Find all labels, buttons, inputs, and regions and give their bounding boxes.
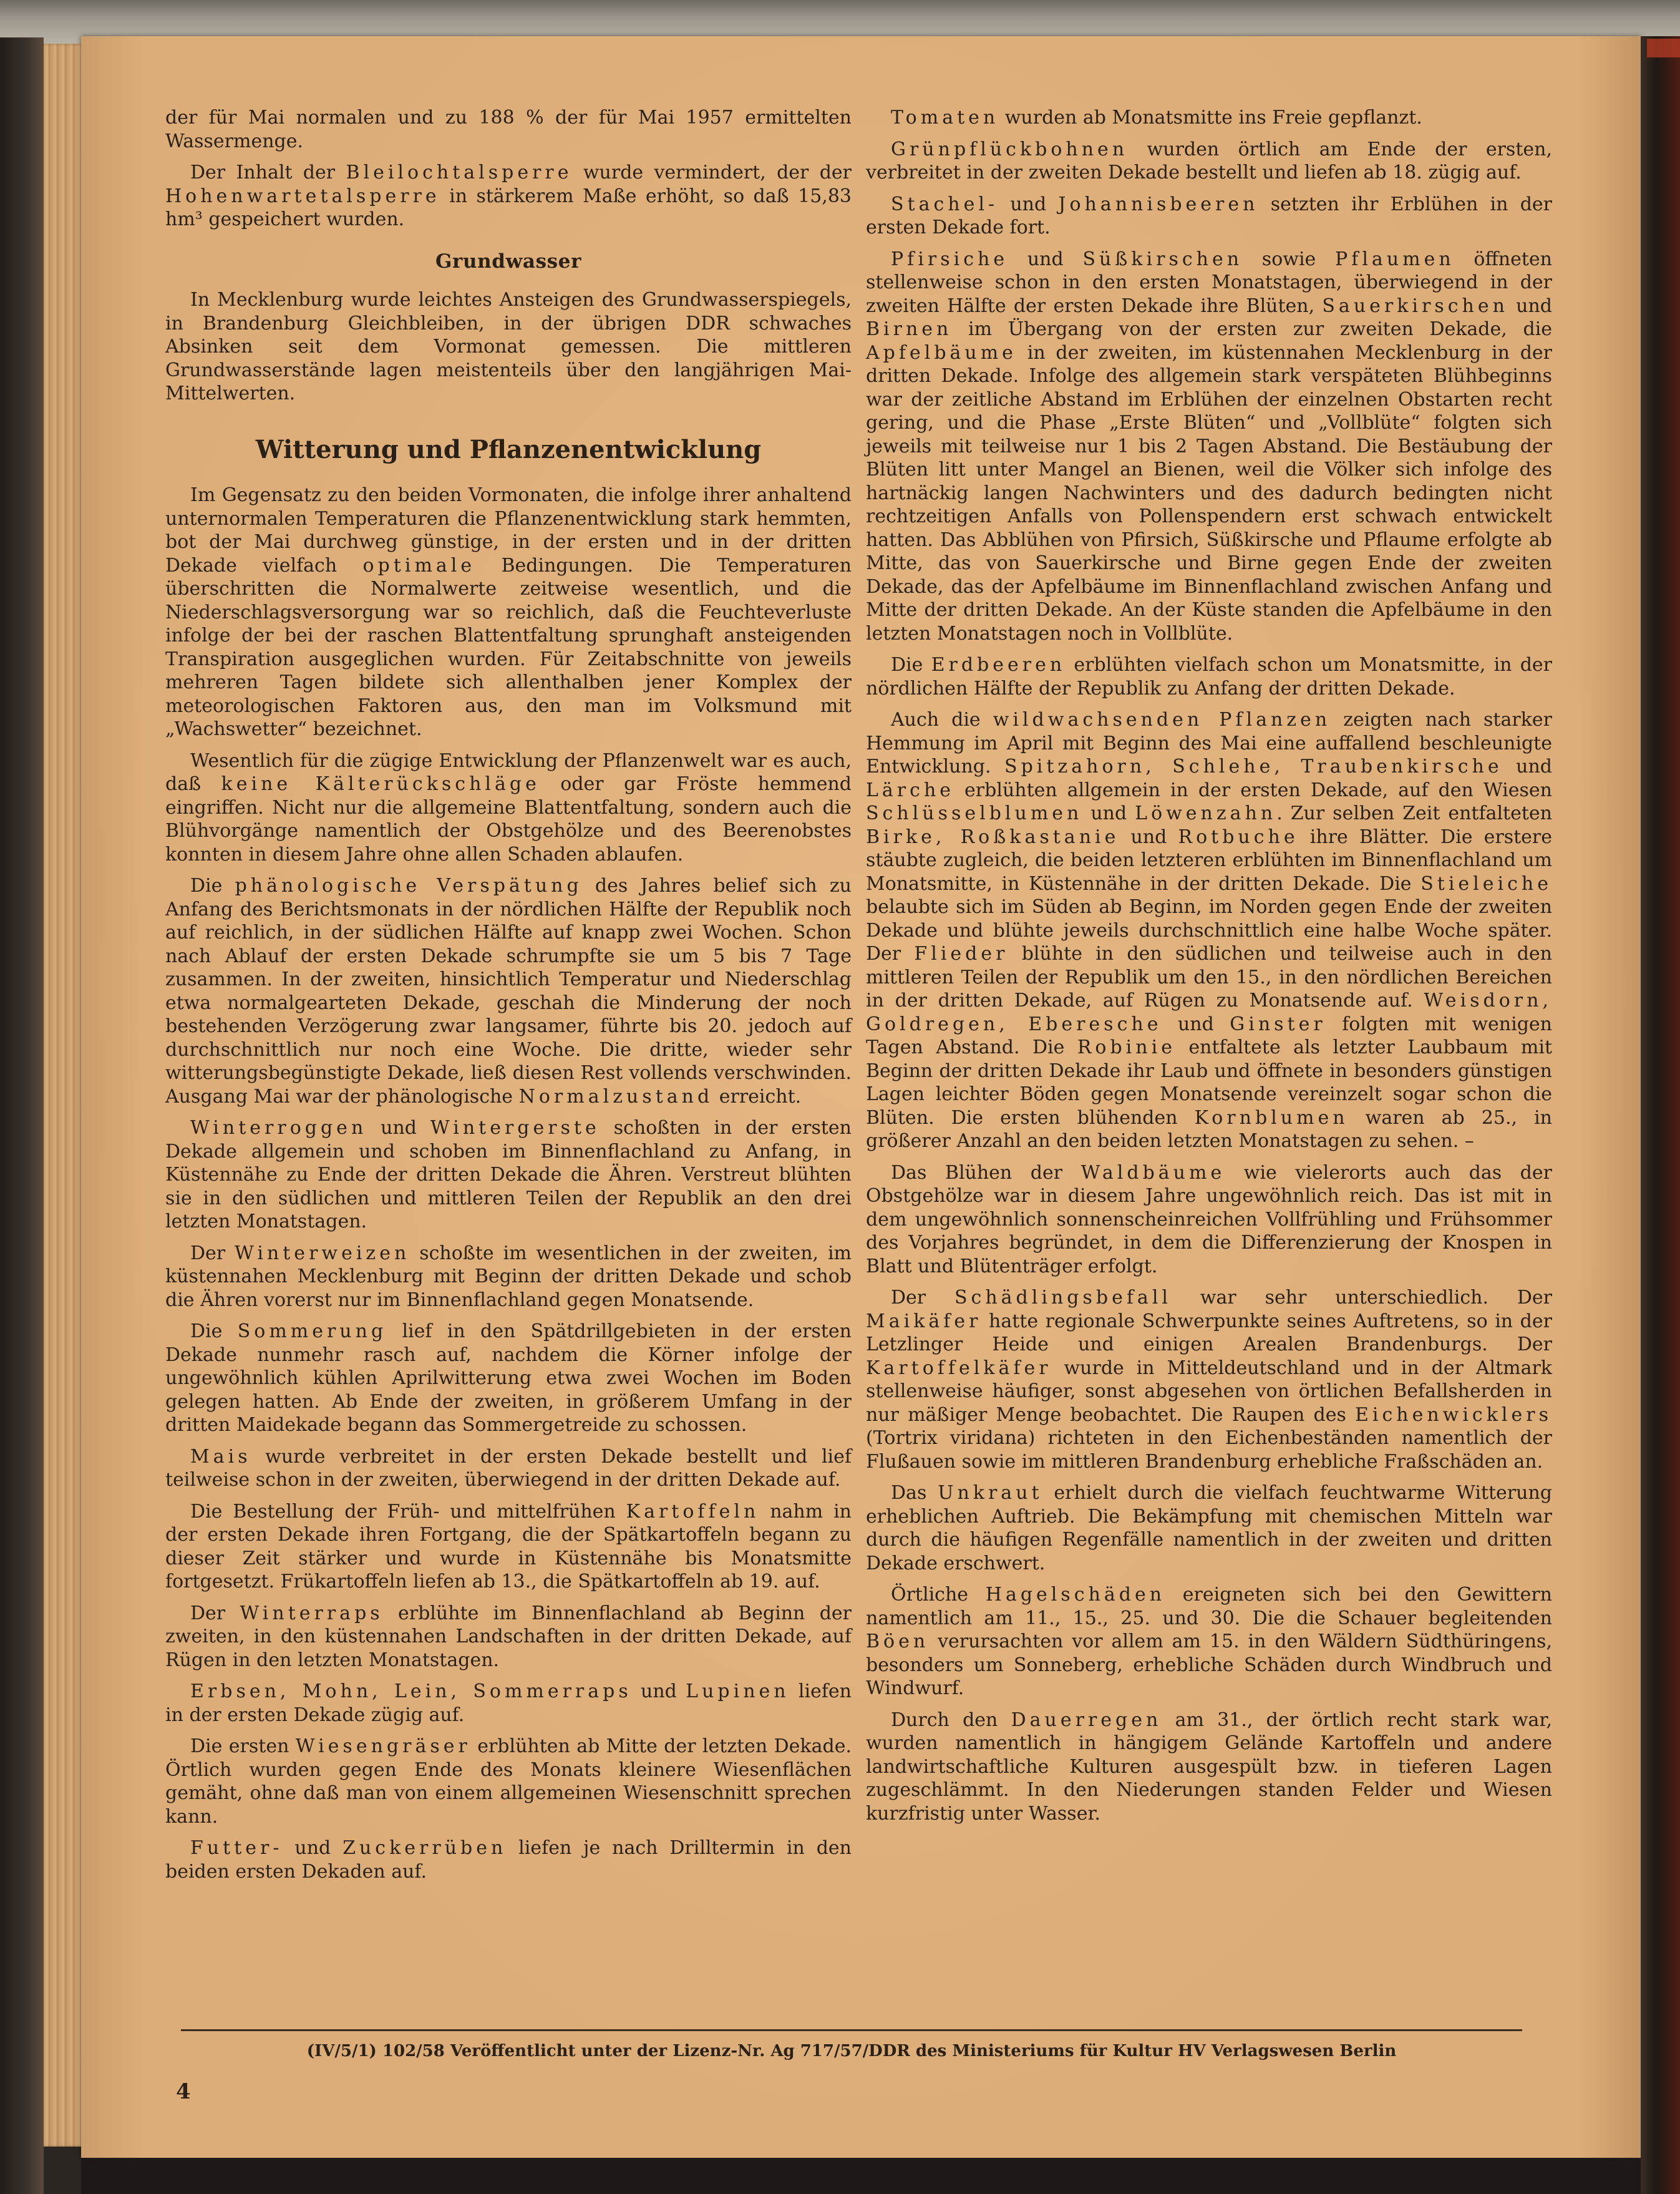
paragraph-potatoes: Die Bestellung der Früh- und mittelfrühen Kartoffeln nahm in der ersten Dekade ihren Fortgang, die der Spätkartoffeln begann zu dieser Zeit stärker und wurde in Küstennähe bis Monatsmitte fortgesetzt. Frükartoffeln liefen ab 13., die Spätkartoffeln ab 19. auf. — [165, 1500, 852, 1592]
left-column — [165, 106, 852, 1891]
paragraph-fruit-blossom: Pfirsiche und Süßkirschen sowie Pflaumen öffneten stellenweise schon in den ersten Monatstagen, überwiegend in der zweiten Hälfte der ersten Dekade ihre Blüten, Sauerkirschen und Birnen im Übergang von der ersten zur zweiten Dekade, die Apfelbäume in der zweiten, im küstennahen Mecklenburg in der dritten Dekade. Infolge des allgemein stark verspäteten Blühbeginns war der zeitliche Abstand im Erblühen der einzelnen Obstarten recht gering, und die Phase „Erste Blüten“ und „Vollblüte“ folgten sich jeweils mit teilweise nur 1 bis 2 Tagen Abstand. Die Bestäubung der Blüten litt unter Mangel an Bienen, weil die Völker sich infolge des hartnäckig langen Nachwinters und des dadurch bedingten nicht rechtzeitigen Anfalls von Pollenspendern erst schwach entwickelt hatten. Das Abblühen von Pfirsich, Süßkirsche und Pflaume erfolgte ab Mitte, das von Sauerkirsche und Birne gegen Ende der zweiten Dekade, das der Apfelbäume im Binnenflachland zwischen Anfang und Mitte der dritten Dekade. An der Küste standen die Apfelbäume in den letzten Monatstagen noch in Vollblüte. — [866, 248, 1552, 645]
paragraph-hail: Örtliche Hagelschäden ereigneten sich bei den Gewittern namentlich am 11., 15., 25. und 30. Die die Schauer begleitenden Böen verursachten vor allem am 15. in den Wäldern Südthüringens, besonders um Sonneberg, erhebliche Schäden durch Windbruch und Windwurf. — [866, 1584, 1553, 1699]
paragraph-winter-rye: Winterroggen und Wintergerste schoßten in der ersten Dekade allgemein und schoben im Binnenflachland zu Anfang, in Küstennähe zu Ende der dritten Dekade die Ähren. Verstreut blühten sie in den südlichen und mittleren Teilen der Republik an den drei letzten Monatstagen. — [165, 1117, 852, 1232]
paragraph-water-amount: der für Mai normalen und zu 188 % der für Mai 1957 ermittelten Wassermenge. — [165, 107, 852, 152]
paragraph-reservoirs: Der Inhalt der Bleilochtalsperre wurde vermindert, der der Hohenwartetalsperre in stärkerem Maße erhöht, so daß 15,83 hm³ gespeichert wurden. — [165, 162, 852, 230]
paragraph-meadow-grasses: Die ersten Wiesengräser erblühten ab Mitte der letzten Dekade. Örtlich wurden gegen Ende des Monats kleinere Wiesenflächen gemäht, ohne daß man von einem allgemeinen Wiesenschnitt sprechen kann. — [165, 1735, 852, 1828]
book-binding-left — [0, 37, 44, 2194]
footer-divider — [181, 2029, 1522, 2031]
paragraph-no-frost: Wesentlich für die zügige Entwicklung der Pflanzenwelt war es auch, daß keine Kälterückschläge oder gar Fröste hemmend eingriffen. Nicht nur die allgemeine Blattentfaltung, sondern auch die Blühvorgänge namentlich der Obstgehölze und des Beerenobstes konnten in diesem Jahre ohne allen Schaden ablaufen. — [165, 749, 852, 865]
paragraph-beets: Futter- und Zuckerrüben liefen je nach Drilltermin in den beiden ersten Dekaden auf. — [165, 1837, 852, 1883]
paragraph-beans: Grünpflückbohnen wurden örtlich am Ende der ersten, verbreitet in der zweiten Dekade bestellt und liefen ab 18. zügig auf. — [866, 138, 1552, 183]
paragraph-weeds: Das Unkraut erhielt durch die vielfach feuchtwarme Witterung erheblichen Auftrieb. Die Bekämpfung mit chemischen Mitteln war durch die häufigen Regenfälle namentlich in der zweiten und dritten Dekade erschwert. — [866, 1482, 1552, 1574]
right-column — [866, 106, 1552, 1833]
paragraph-continuous-rain: Durch den Dauerregen am 31., der örtlich recht stark war, wurden namentlich in hängigem Gelände Kartoffeln und andere landwirtschaftliche Kulturen ausgespült bzw. in tieferen Lagen zugeschlämmt. In den Niederungen standen Felder und Wiesen kurzfristig unter Wasser. — [866, 1709, 1552, 1825]
footer-imprint: (IV/5/1) 102/58 Veröffentlicht unter der Lizenz-Nr. Ag 717/57/DDR des Ministeriums für Kultur HV Verlagswesen Berlin — [306, 2042, 1397, 2060]
page-number: 4 — [176, 2079, 191, 2104]
paragraph-rapeseed: Der Winterraps erblühte im Binnenflachland ab Beginn der zweiten, in den küstennahen Landschaften in der dritten Dekade, auf Rügen in den letzten Monatstagen. — [165, 1602, 852, 1671]
paragraph-forest-trees: Das Blühen der Waldbäume wie vielerorts auch das der Obstgehölze war in diesem Jahre ungewöhnlich reich. Das ist mit in dem ungewöhnlich sonnenscheinreichen Vollfrühling und Frühsommer des Vorjahres begründet, in dem die Differenzierung der Knospen in Blatt und Blütenträger erfolgt. — [866, 1161, 1552, 1277]
paragraph-pests: Der Schädlingsbefall war sehr unterschiedlich. Der Maikäfer hatte regionale Schwerpunkte seines Auftretens, so in der Letzlinger Heide und einigen Arealen Brandenburgs. Der Kartoffelkäfer wurde in Mitteldeutschland und in der Altmark stellenweise häufiger, sonst abgesehen von örtlichen Befallsherden in nur mäßiger Menge beobachtet. Die Raupen des Eichenwicklers (Tortrix viridana) richteten in den Eichenbeständen namentlich der Flußauen sowie im mittleren Brandenburg erhebliche Fraßschäden an. — [866, 1287, 1552, 1473]
paragraph-peas: Erbsen, Mohn, Lein, Sommerraps und Lupinen liefen in der ersten Dekade zügig auf. — [165, 1680, 852, 1726]
paragraph-maize: Mais wurde verbreitet in der ersten Dekade bestellt und lief teilweise schon in der zweiten, überwiegend in der dritten Dekade auf. — [165, 1445, 852, 1491]
paragraph-tomatoes: Tomaten wurden ab Monatsmitte ins Freie gepflanzt. — [891, 107, 1422, 129]
scan-background-bottom — [81, 2158, 1641, 2194]
paragraph-phenological-delay: Die phänologische Verspätung des Jahres belief sich zu Anfang des Berichtsmonats in der nördlichen Hälfte der Republik noch auf reichlich, in der südlichen Hälfte auf knapp zwei Wochen. Schon nach Ablauf der ersten Dekade schrumpfte sie um 5 bis 7 Tage zusammen. In der zweiten, hinsichtlich Temperatur und Niederschlag etwa normalgearteten Dekade, geschah die Minderung der noch bestehenden Verzögerung zwar langsamer, führte bis 20. jedoch auf durchschnittlich nur noch eine Woche. Die dritte, wieder sehr witterungsbegünstigte Dekade, ließ diesen Rest vollends verschwinden. Ausgang Mai war der phänologische Normalzustand erreicht. — [165, 875, 852, 1108]
paragraph-berries: Stachel- und Johannisbeeren setzten ihr Erblühen in der ersten Dekade fort. — [866, 193, 1552, 238]
paragraph-winter-wheat: Der Winterweizen schoßte im wesentlichen in der zweiten, im küstennahen Mecklenburg mit Beginn der dritten Dekade und schob die Ähren vorerst nur im Binnenflachland gegen Monatsende. — [165, 1242, 852, 1311]
heading-grundwasser: Grundwasser — [435, 250, 582, 273]
binding-color-marker — [1647, 39, 1680, 57]
book-binding-right — [1641, 36, 1680, 2194]
paragraph-summer-crops: Die Sommerung lief in den Spätdrillgebieten in der ersten Dekade nunmehr rasch auf, nachdem die Körner infolge der ungewöhnlich kühlen Aprilwitterung etwa zwei Wochen im Boden gelegen hatten. Ab Ende der zweiten, in größerem Umfang in der dritten Maidekade begann das Sommergetreide zu schossen. — [165, 1320, 852, 1436]
paragraph-strawberries: Die Erdbeeren erblühten vielfach schon um Monatsmitte, in der nördlichen Hälfte der Republik zu Anfang der dritten Dekade. — [866, 654, 1552, 700]
paragraph-groundwater: In Mecklenburg wurde leichtes Ansteigen des Grundwasserspiegels, in Brandenburg Gleichbleiben, in der übrigen DDR schwaches Absinken seit dem Vormonat gemessen. Die mittleren Grundwasserstände lagen meistenteils über den langjährigen Mai-Mittelwerten. — [165, 289, 852, 404]
paragraph-weather-intro: Im Gegensatz zu den beiden Vormonaten, die infolge ihrer anhaltend unternormalen Temperaturen die Pflanzenentwicklung stark hemmten, bot der Mai durchweg günstige, in der ersten und in der dritten Dekade vielfach optimale Bedingungen. Die Temperaturen überschritten die Normalwerte zeitweise wesentlich, und die Niederschlagsversorgung war so reichlich, daß die Feuchteverluste infolge der bei der raschen Blattentfaltung sprunghaft ansteigenden Transpiration ausgeglichen wurden. Für Zeitabschnitte von jeweils mehreren Tagen bildete sich allenthalben jener Komplex der meteorologischen Faktoren aus, den man im Volksmund mit „Wachswetter“ bezeichnet. — [165, 484, 852, 740]
heading-witterung: Witterung und Pflanzenentwicklung — [255, 434, 762, 464]
paragraph-wild-plants: Auch die wildwachsenden Pflanzen zeigten nach starker Hemmung im April mit Beginn des Mai eine auffallend beschleunigte Entwicklung. Spitzahorn, Schlehe, Traubenkirsche und Lärche erblühten allgemein in der ersten Dekade, auf den Wiesen Schlüsselblumen und Löwenzahn. Zur selben Zeit entfalteten Birke, Roßkastanie und Rotbuche ihre Blätter. Die erstere stäubte zugleich, die beiden letzteren erblühten im Binnenflachland um Monatsmitte, in Küstennähe in der dritten Dekade. Die Stieleiche belaubte sich im Süden ab Beginn, im Norden gegen Ende der zweiten Dekade und blühte jeweils durchschnittlich eine halbe Woche später. Der Flieder blühte in den südlichen und teilweise auch in den mittleren Teilen der Republik um den 15., in den nördlichen Bereichen in der dritten Dekade, auf Rügen zu Monatsende auf. Weisdorn, Goldregen, Eberesche und Ginster folgten mit wenigen Tagen Abstand. Die Robinie entfaltete als letzter Laubbaum mit Beginn der dritten Dekade ihr Laub und öffnete in besonders günstigen Lagen leichter Böden gegen Monatsende vereinzelt sogar schon die Blüten. Die ersten blühenden Kornblumen waren ab 25., in größerer Anzahl an den beiden letzten Monatstagen zu sehen. – — [866, 709, 1553, 1152]
